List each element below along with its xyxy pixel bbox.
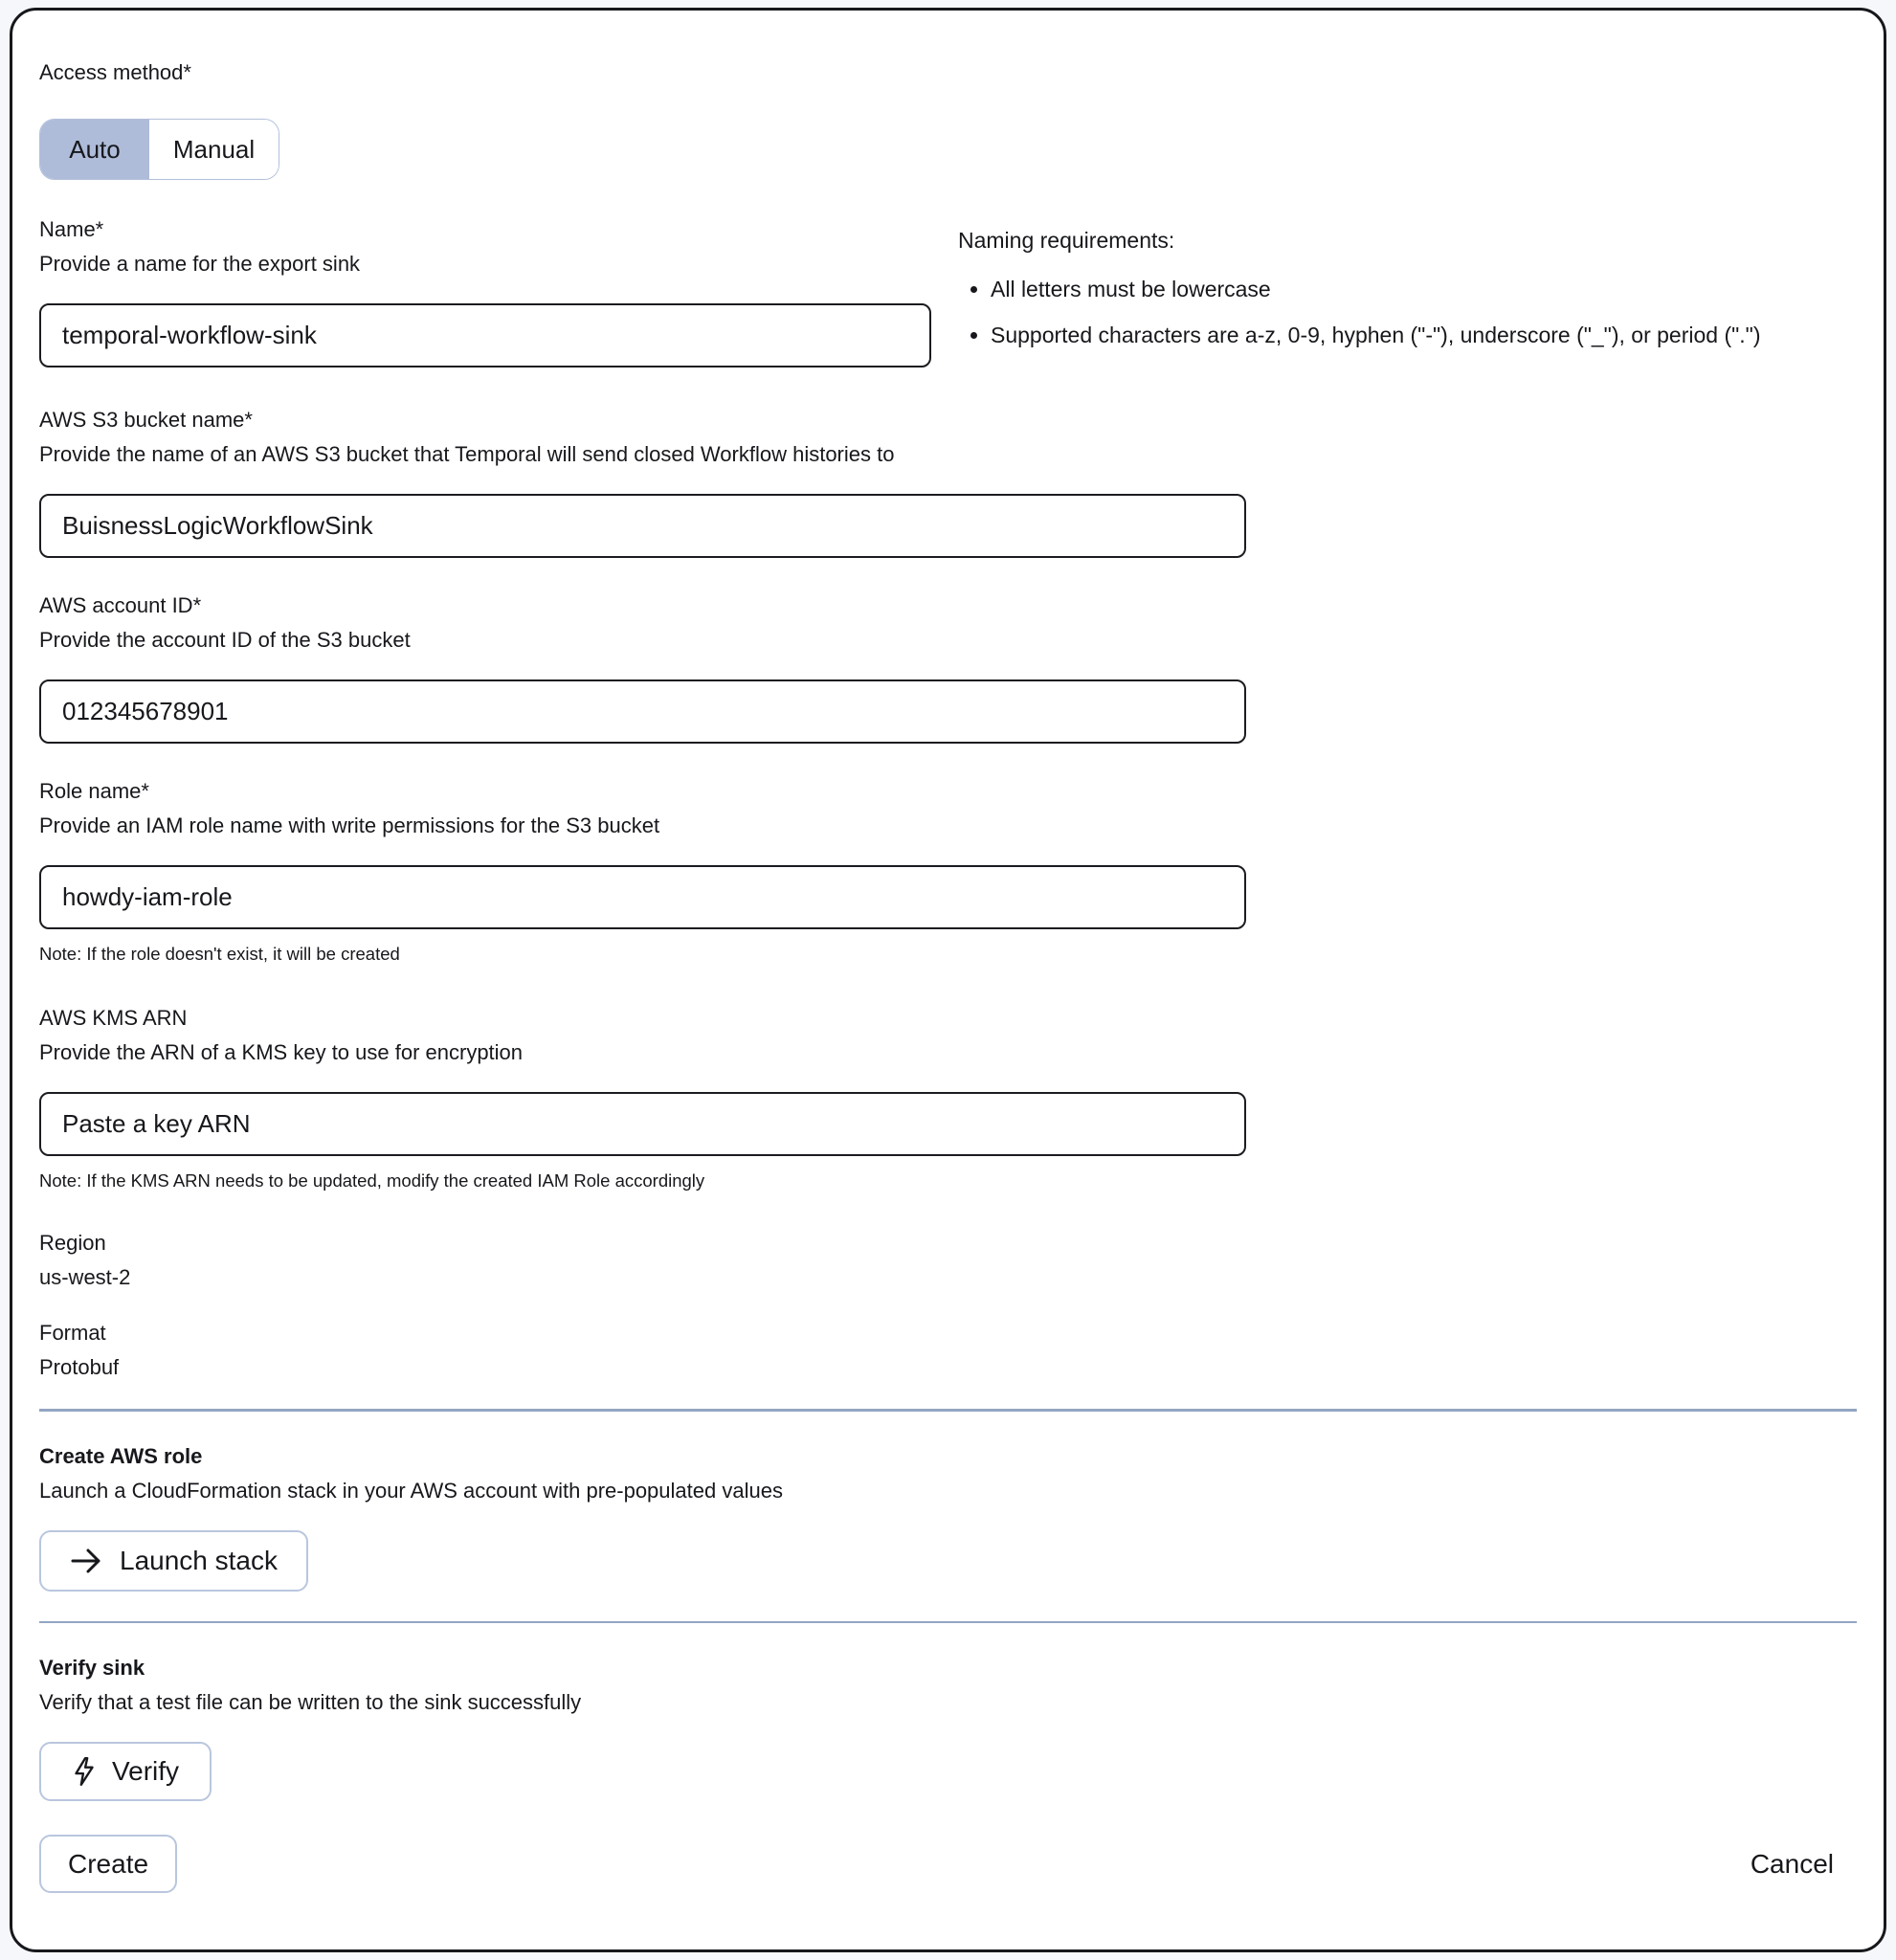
create-button-label: Create — [68, 1848, 149, 1879]
name-input[interactable] — [39, 303, 931, 368]
section-divider — [39, 1621, 1857, 1624]
verify-sink-description: Verify that a test file can be written to the sink successfully — [39, 1690, 582, 1714]
role-name-note: Note: If the role doesn't exist, it will be created — [39, 944, 400, 964]
create-aws-role-title: Create AWS role — [39, 1443, 203, 1468]
s3-bucket-label: AWS S3 bucket name* — [39, 408, 253, 432]
region-readonly-group — [39, 1229, 1857, 1292]
kms-arn-note: Note: If the KMS ARN needs to be updated, modify the created IAM Role accordingly — [39, 1170, 705, 1191]
format-label: Format — [39, 1321, 106, 1345]
cancel-button[interactable]: Cancel — [1750, 1848, 1834, 1879]
kms-arn-field-group — [39, 1004, 1857, 1193]
region-value: us-west-2 — [39, 1265, 131, 1289]
format-readonly-group — [39, 1319, 1857, 1382]
export-sink-form-card — [10, 8, 1886, 1952]
naming-requirements-title: Naming requirements: — [958, 228, 1175, 253]
kms-arn-description: Provide the ARN of a KMS key to use for encryption — [39, 1040, 524, 1064]
name-label: Name* — [39, 217, 104, 241]
role-name-description: Provide an IAM role name with write permissions for the S3 bucket — [39, 813, 660, 837]
naming-requirements — [958, 215, 1857, 368]
access-method-option-auto[interactable]: Auto — [40, 120, 149, 179]
create-aws-role-section — [39, 1442, 1857, 1592]
lightning-bolt-icon — [72, 1756, 97, 1787]
naming-requirement-item: • Supported characters are a-z, 0-9, hyphen ("-"), underscore ("_"), or period (".") — [991, 317, 1819, 353]
kms-arn-label: AWS KMS ARN — [39, 1006, 188, 1030]
launch-stack-button-label: Launch stack — [120, 1545, 278, 1575]
verify-sink-section — [39, 1654, 1857, 1801]
access-method-toggle — [39, 119, 279, 180]
verify-sink-title: Verify sink — [39, 1656, 145, 1680]
name-and-requirements-row — [39, 215, 1857, 368]
access-method-option-manual[interactable]: Manual — [149, 120, 279, 179]
role-name-label: Role name* — [39, 779, 149, 803]
naming-requirements-list — [958, 271, 1819, 353]
s3-bucket-description: Provide the name of an AWS S3 bucket that Temporal will send closed Workflow histories to — [39, 442, 895, 466]
account-id-input[interactable] — [39, 679, 1246, 744]
access-method-label: Access method* — [39, 60, 191, 84]
launch-stack-button[interactable] — [39, 1530, 308, 1592]
role-name-field-group — [39, 777, 1857, 967]
form-footer — [39, 1835, 1857, 1893]
format-value: Protobuf — [39, 1355, 120, 1379]
s3-bucket-field-group — [39, 406, 1857, 558]
region-label: Region — [39, 1231, 106, 1255]
naming-requirement-item: • All letters must be lowercase — [991, 271, 1819, 307]
name-field-group — [39, 215, 931, 368]
name-description: Provide a name for the export sink — [39, 252, 361, 276]
s3-bucket-input[interactable] — [39, 494, 1246, 558]
account-id-description: Provide the account ID of the S3 bucket — [39, 628, 411, 652]
arrow-right-icon — [70, 1547, 102, 1575]
verify-button-label: Verify — [112, 1756, 180, 1786]
account-id-field-group — [39, 591, 1857, 744]
account-id-label: AWS account ID* — [39, 593, 202, 617]
section-divider — [39, 1409, 1857, 1412]
role-name-input[interactable] — [39, 865, 1246, 929]
create-aws-role-description: Launch a CloudFormation stack in your AWS account with pre-populated values — [39, 1478, 783, 1503]
create-button[interactable] — [39, 1835, 177, 1893]
kms-arn-input[interactable] — [39, 1092, 1246, 1156]
verify-button[interactable] — [39, 1742, 212, 1801]
